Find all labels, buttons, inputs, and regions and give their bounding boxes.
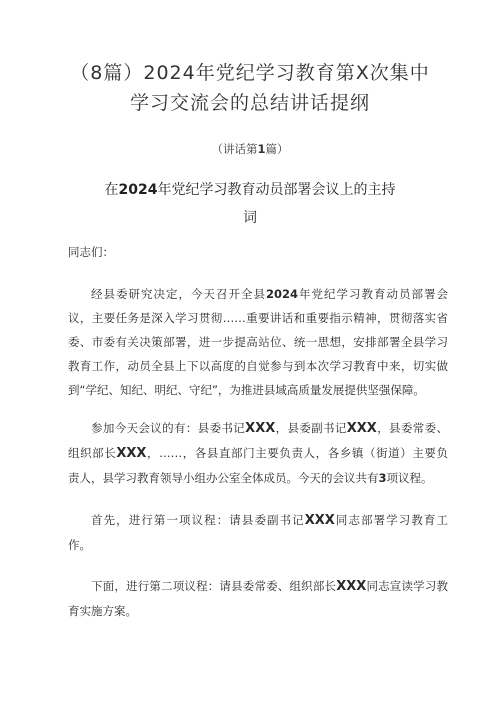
paragraph-2 [68,416,448,490]
paragraph-1-line: 教育工作，动员全县上下以高度的自觉参与到本次学习教育中来，切实做 [68,359,448,373]
paragraph-4-line: 下面，进行第二项议程：请县委常委、组织部长XXX同志宣读学习教 [91,579,449,594]
speech-heading-line-2: 词 [243,210,257,226]
paragraph-2-line: 参加今天会议的有：县委书记XXX，县委副书记XXX，县委常委、 [91,421,448,436]
salutation-paragraph [68,240,448,264]
paragraph-1-line: 经县委研究决定，今天召开全县2024年党纪学习教育动员部署会 [91,287,449,301]
paragraph-2-line: 责人，县学习教育领导小组办公室全体成员。今天的会议共有3项议程。 [68,471,433,485]
paragraph-4 [68,574,448,623]
paragraph-4-line: 育实施方案。 [68,604,137,618]
paragraph-3-line: 作。 [68,538,91,552]
paragraph-1-line: 委、市委有关决策部署，进一步提高站位、统一思想，安排部署全县学习 [68,335,448,349]
speech-number-label: （讲话第1篇） [211,142,289,156]
paragraph-3-line: 首先，进行第一项议程：请县委副书记XXX同志部署学习教育工 [91,513,449,528]
paragraph-1 [68,282,448,402]
document-title-line-2: 学习交流会的总结讲话提纲 [129,92,370,114]
paragraph-2-line: 组织部长XXX，……，各县直部门主要负责人，各乡镇（街道）主要负 [68,446,449,461]
paragraph-3 [68,508,448,557]
speech-heading-line-1: 在2024年党纪学习教育动员部署会议上的主持 [104,182,396,198]
salutation-text: 同志们： [68,245,114,259]
document-title-line-1: （8篇）2024年党纪学习教育第X次集中 [70,62,430,84]
paragraph-1-line: 议，主要任务是深入学习贯彻……重要讲话和重要指示精神，贯彻落实省 [68,311,448,325]
paragraph-1-line: 到“学纪、知纪、明纪、守纪”，为推进县域高质量发展提供坚强保障。 [68,383,425,397]
